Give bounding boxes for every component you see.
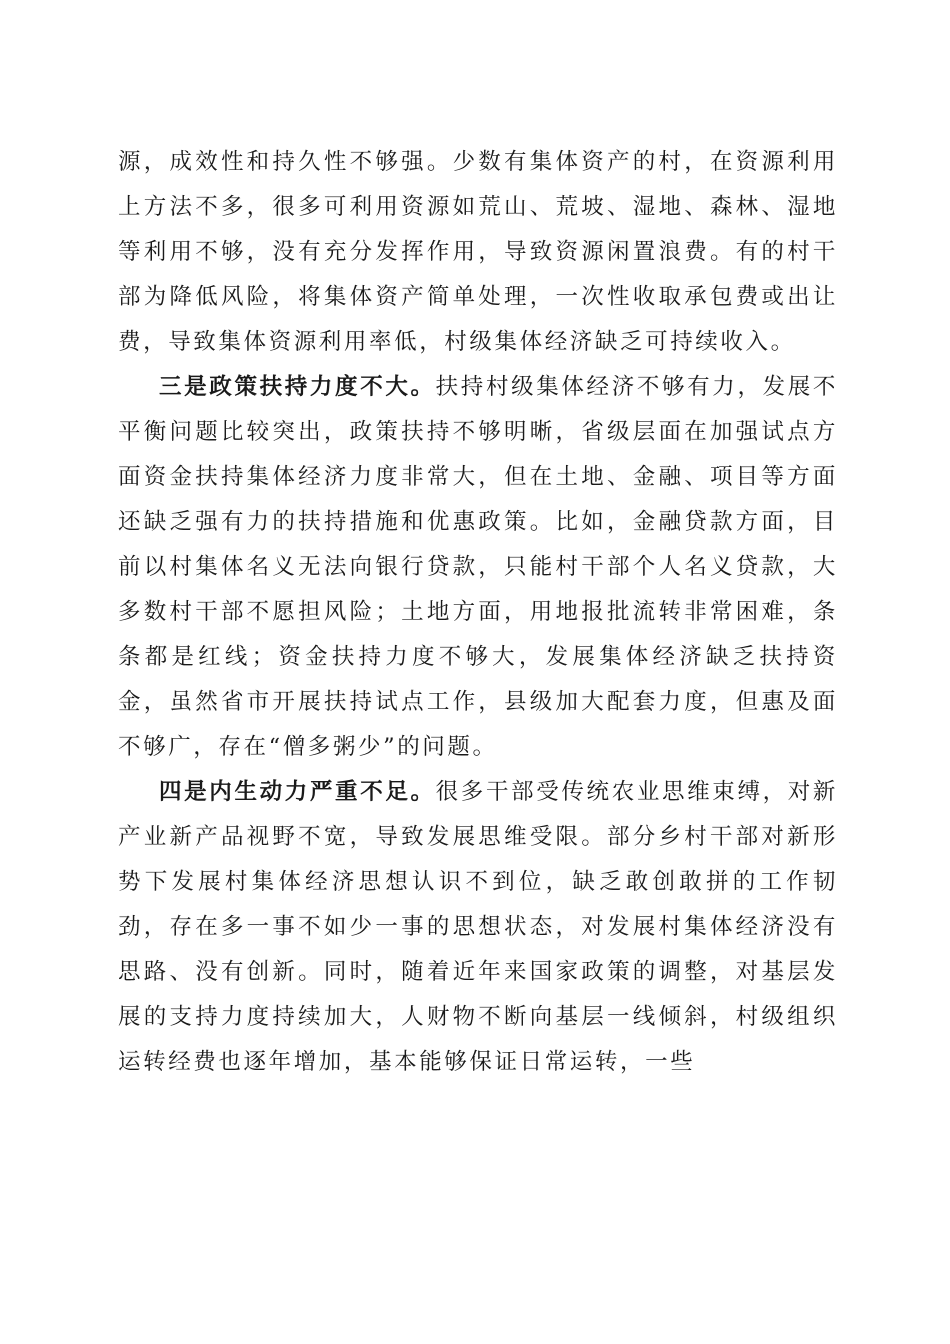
document-body (118, 140, 838, 1085)
paragraph-3-heading: 四是内生动力严重不足。 (159, 779, 436, 805)
paragraph-policy-support (118, 365, 838, 770)
paragraph-2-heading: 三是政策扶持力度不大。 (159, 374, 436, 400)
paragraph-2-text: 扶持村级集体经济不够有力，发展不平衡问题比较突出，政策扶持不够明晰，省级层面在加强试点方面资金扶持集体经济力度非常大，但在土地、金融、项目等方面还缺乏强有力的扶持措施和优惠政策。比如，金融贷款方面，目前以村集体名义无法向银行贷款，只能村干部个人名义贷款，大多数村干部不愿担风险；土地方面，用地报批流转非常困难，条条都是红线；资金扶持力度不够大，发展集体经济缺乏扶持资金，虽然省市开展扶持试点工作，县级加大配套力度，但惠及面不够广，存在“僧多粥少”的问题。 (118, 374, 838, 760)
paragraph-3-text: 很多干部受传统农业思维束缚，对新产业新产品视野不宽，导致发展思维受限。部分乡村干部对新形势下发展村集体经济思想认识不到位，缺乏敢创敢拼的工作韧劲，存在多一事不如少一事的思想状态，对发展村集体经济没有思路、没有创新。同时，随着近年来国家政策的调整，对基层发展的支持力度持续加大，人财物不断向基层一线倾斜，村级组织运转经费也逐年增加，基本能够保证日常运转，一些 (118, 779, 838, 1075)
paragraph-internal-motivation (118, 770, 838, 1085)
paragraph-1-text: 源，成效性和持久性不够强。少数有集体资产的村，在资源利用上方法不多，很多可利用资源如荒山、荒坡、湿地、森林、湿地等利用不够，没有充分发挥作用，导致资源闲置浪费。有的村干部为降低风险，将集体资产简单处理，一次性收取承包费或出让费，导致集体资源利用率低，村级集体经济缺乏可持续收入。 (118, 149, 838, 355)
paragraph-continuation (118, 140, 838, 365)
